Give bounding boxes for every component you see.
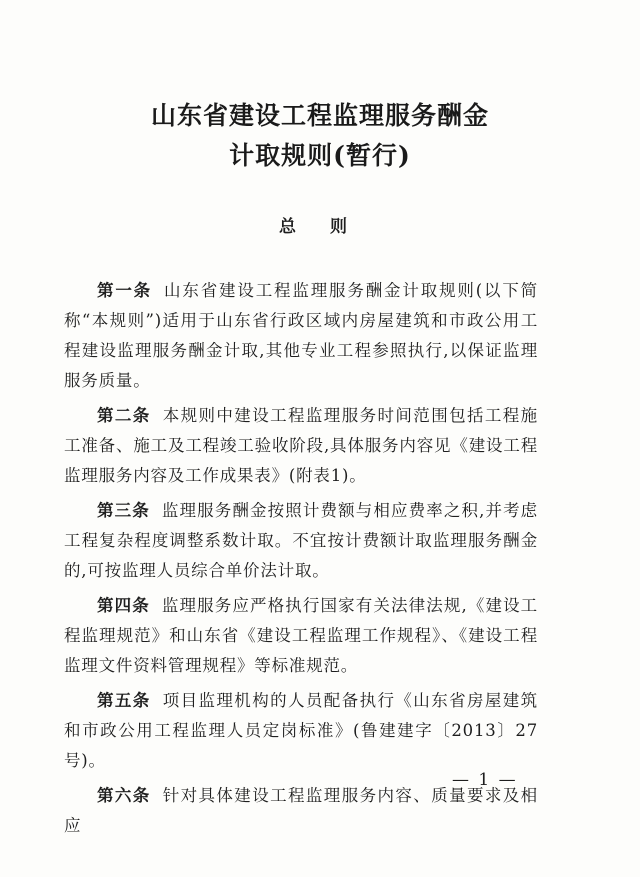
article-2	[64, 401, 538, 491]
article-3	[64, 496, 538, 586]
article-5	[64, 686, 538, 776]
article-1-label: 第一条	[97, 281, 153, 300]
article-1	[64, 276, 538, 396]
section-heading: 总 则	[279, 217, 361, 237]
article-5-label: 第五条	[97, 691, 151, 710]
article-4-label: 第四条	[97, 596, 150, 615]
article-6-text: 针对具体建设工程监理服务内容、质量要求及相应	[64, 786, 538, 835]
document-title-line-2: 计取规则(暂行)	[229, 141, 411, 170]
article-2-text: 本规则中建设工程监理服务时间范围包括工程施工准备、施工及工程竣工验收阶段,具体服务内容见《建设工程监理服务内容及工作成果表》(附表1)。	[64, 406, 538, 485]
article-6-label: 第六条	[97, 786, 151, 805]
article-4	[64, 591, 538, 681]
article-5-text: 项目监理机构的人员配备执行《山东省房屋建筑和市政公用工程监理人员定岗标准》(鲁建建字〔2013〕27号)。	[64, 691, 538, 770]
article-3-text: 监理服务酬金按照计费额与相应费率之积,并考虑工程复杂程度调整系数计取。不宜按计费额计取监理服务酬金的,可按监理人员综合单价法计取。	[64, 501, 538, 580]
document-title-line-1: 山东省建设工程监理服务酬金	[150, 101, 489, 130]
articles-body	[64, 276, 538, 846]
page-number: — 1 —	[452, 770, 518, 790]
article-4-text: 监理服务应严格执行国家有关法律法规,《建设工程监理规范》和山东省《建设工程监理工作规程》、《建设工程监理文件资料管理规程》等标准规范。	[64, 596, 538, 675]
article-6	[64, 781, 538, 841]
article-3-label: 第三条	[97, 501, 150, 520]
article-1-text: 山东省建设工程监理服务酬金计取规则(以下简称“本规则”)适用于山东省行政区域内房屋建筑和市政公用工程建设监理服务酬金计取,其他专业工程参照执行,以保证监理服务质量。	[64, 281, 538, 390]
article-2-label: 第二条	[97, 406, 151, 425]
